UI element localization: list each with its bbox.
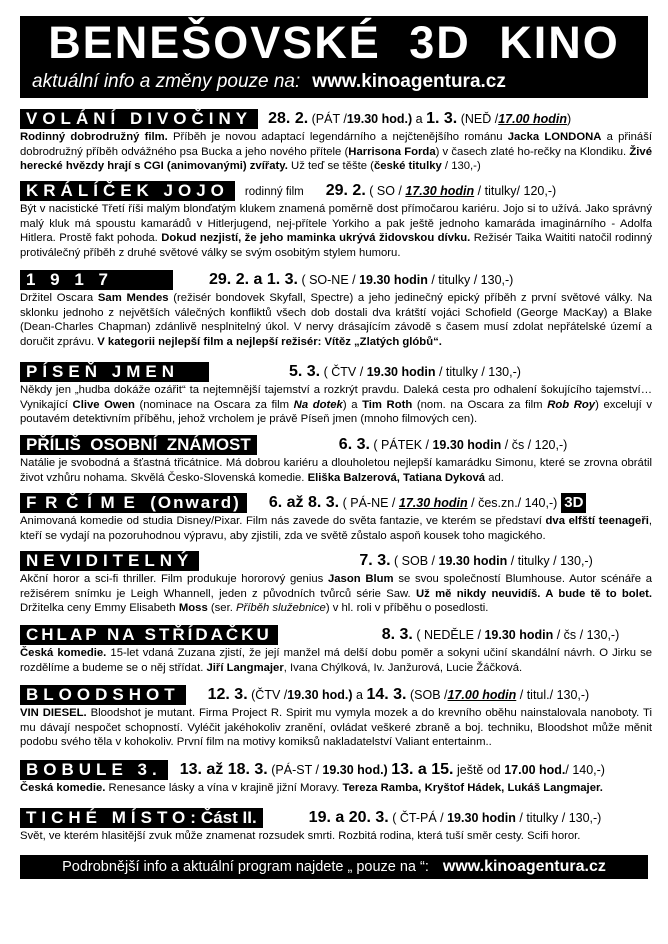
movie-bloodshot [20, 685, 652, 750]
poster-footer [20, 855, 648, 879]
movie-schedule: 29. 2. a 1. 3. ( SO-NE / 19.30 hodin / titulky / 130,-) [209, 271, 514, 288]
movie-kralicek-jojo [20, 181, 652, 260]
movie-title: F R Č Í M E (Onward) [20, 493, 247, 513]
movie-description: Rodinný dobrodružný film. Příběh je novou adaptací legendárního a nejčtenějšího románu Jacka LONDONA a přináší dobrodružný příběh odvážného psa Bucka a jeho nového přítele (Harrisona Forda) v časech zlaté ho-rečky na Klondiku. Živé herecké hvězdy hrají s CGI (animovanými) zvířaty. Už teď se těšte (české titulky / 130,-) [20, 131, 652, 173]
movie-chlap-na-stridacku [20, 625, 652, 675]
movie-pisen-jmen [20, 362, 652, 427]
movie-title: KRÁLÍČEK JOJO [20, 181, 235, 201]
movie-description: Česká komedie. Renesance lásky a vína v krajině jižní Moravy. Tereza Ramba, Kryštof Hádek, Lukáš Langmajer. [20, 782, 603, 794]
cinema-title: BENEŠOVSKÉ 3D KINO [48, 17, 620, 68]
movie-description: Někdy jen „hudba dokáže ozářit“ ta nejtemnější tajemství a rozkrýt pravdu. Daleká cesta pro odhalení šokujícího tajemství… Vynikající Clive Owen (nominace na Oscara za film Na dotek) a Tim Roth (nom. na Oscara za film Rob Roy) excelují v poutavém detektivním příběhu, jehož vrcholem je právě Píseň jmen (mnoho filmových cen). [20, 384, 652, 426]
movie-1917 [20, 270, 652, 349]
movie-title: PŘÍLIŠ OSOBNÍ ZNÁMOST [20, 435, 257, 455]
movie-frcime [20, 493, 652, 543]
movie-schedule: 28. 2. (PÁT /19.30 hod.) a 1. 3. (NEĎ /17.00 hodin) [268, 110, 572, 127]
movie-schedule: 13. až 18. 3. (PÁ-ST / 19.30 hod.) 13. a 15. ještě od 17.00 hod./ 140,-) [179, 761, 605, 778]
movie-description: Být v nacistické Třetí říši malým blonďatým klukem znamená poměrně dost přímočarou kariéru. Jojo si to užívá. Jako správný malý kluk má spoustu kamarádů v Hitlerjugend, nej-přítele Yorkiho a pak ještě jednoho kamaráda imaginárního - Adolfa Hitlera. Prostě fakt pohoda. Dokud nezjistí, že jeho maminka ukrývá židovskou dívku. Režisér Taika Waititi natočil rodinný protiválečný příběh z druhé světové války se svým osobitým stylem humoru. [20, 203, 652, 259]
header-url-link[interactable]: www.kinoagentura.cz [312, 71, 506, 92]
movie-description: Držitel Oscara Sam Mendes (režisér bondovek Skyfall, Spectre) a jeho jedinečný epický příběh z první světové války. Na sklonku jednoho z největších válečných konfliktů všech dob dostali dva krátští vojáci Schofield (George MacKay) a Blake (Dean-Charles Chapman) zdánlivě nesplnitelný úkol. V nervy drásajícím závodě s časem musí zdolat nepřátelské území a doručit zprávu. V kategorii nejlepší film a nejlepší režisér: Vítěz „Zlatých glóbů“. [20, 292, 653, 348]
movie-title: BLOODSHOT [20, 685, 186, 705]
movie-schedule: 8. 3. ( NEDĚLE / 19.30 hodin / čs / 130,-) [381, 626, 620, 643]
movie-title: VOLÁNÍ DIVOČINY [20, 109, 258, 129]
movie-prilis-osobni-znamost [20, 435, 652, 485]
movie-title: 1 9 1 7 [20, 270, 173, 290]
movie-schedule: 6. 3. ( PÁTEK / 19.30 hodin / čs / 120,-) [338, 436, 568, 453]
movie-description: Svět, ve kterém hlasitější zvuk může znamenat rozsudek smrti. Rozbitá rodina, která tuší směr cesty. Scifi horor. [20, 830, 581, 842]
movie-description: Natálie je svobodná a šťastná třicátnice. Má dobrou kariéru a dlouholetou nejlepší kamarádku Simonu, které se zrovna obrátil život vzhůru nohama. Skvělá Česko-Slovenská komedie. Eliška Balzerová, Tatiana Dyková ad. [20, 457, 652, 484]
movie-title: TICHÉ MÍSTO:Část II. [20, 808, 263, 828]
movie-title: CHLAP NA STŘÍDAČKU [20, 625, 278, 645]
3d-badge: 3D [561, 493, 586, 513]
header-subtitle [32, 71, 506, 93]
movie-schedule: 5. 3. ( ČTV / 19.30 hodin / titulky / 130,-) [288, 363, 521, 380]
movie-neviditelny [20, 551, 652, 616]
movie-bobule-3 [20, 760, 652, 796]
poster-header [20, 16, 648, 98]
movie-volani-divociny [20, 109, 652, 174]
movie-schedule: 12. 3. (ČTV /19.30 hod.) a 14. 3. (SOB /17.00 hodin / titul./ 130,-) [207, 686, 590, 703]
footer-text: Podrobnější info a aktuální program najdete „ pouze na “: [62, 859, 429, 875]
movie-description: Animovaná komedie od studia Disney/Pixar. Film nás zavede do světa fantazie, ve kterém se představí dva elfští teenageři, kteří se vydají na pozoruhodnou výpravu, aby zjistili, zda ve světě zůstalo aspoň kousek toho magického. [20, 515, 652, 542]
movie-schedule: rodinný film 29. 2. ( SO / 17.30 hodin / titulky/ 120,-) [244, 182, 557, 199]
movie-tiche-misto [20, 808, 652, 844]
movie-schedule: 19. a 20. 3. ( ČT-PÁ / 19.30 hodin / titulky / 130,-) [308, 809, 602, 826]
movie-title: NEVIDITELNÝ [20, 551, 199, 571]
movie-description: Česká komedie. 15-let vdaná Zuzana zjistí, že její manžel má delší dobu poměr a sokyni učiní skandální návrh. O Jirku se rozdělíme a budeme se o něj střídat. Jiří Langmajer, Ivana Chýlková, Iv. Janžurová, Lucie Žáčková. [20, 647, 653, 674]
movie-title: BOBULE 3. [20, 760, 168, 780]
footer-url-link[interactable]: www.kinoagentura.cz [442, 858, 606, 875]
movie-schedule: 7. 3. ( SOB / 19.30 hodin / titulky / 130,-) [359, 552, 593, 569]
subtitle-text: aktuální info a změny pouze na: [32, 71, 301, 92]
movie-title: PÍSEŇ JMEN [20, 362, 209, 382]
movie-description: Akční horor a sci-fi thriller. Film produkuje hororový genius Jason Blum se svou společností Blumhouse. Autor scénáře a režisérem snímku je Leigh Whannell, jeden z původních tvůrců série Saw. Už mě nikdy neuvidíš. A bude tě to bolet. Držitelka ceny Emmy Elisabeth Moss (ser. Příběh služebnice) v hl. roli v příběhu o posedlosti. [20, 573, 653, 615]
movie-description: VIN DIESEL. Bloodshot je mutant. Firma Project R. Spirit mu vymyla mozek a do krevního oběhu nainstalovala nanoboty. Ti mu dávají nespočet schopností. Vyléčit jakéhokoliv zranění, ovládat veškeré zbraně a boj. techniku, Bloodshot může měnit podobu svého těla v kohokoliv. První film na motivy komiksů nakladatelství Valiant entertainm.. [20, 707, 652, 749]
movie-schedule: 6. až 8. 3. ( PÁ-NE / 17.30 hodin / čes.zn./ 140,-) [268, 494, 558, 511]
